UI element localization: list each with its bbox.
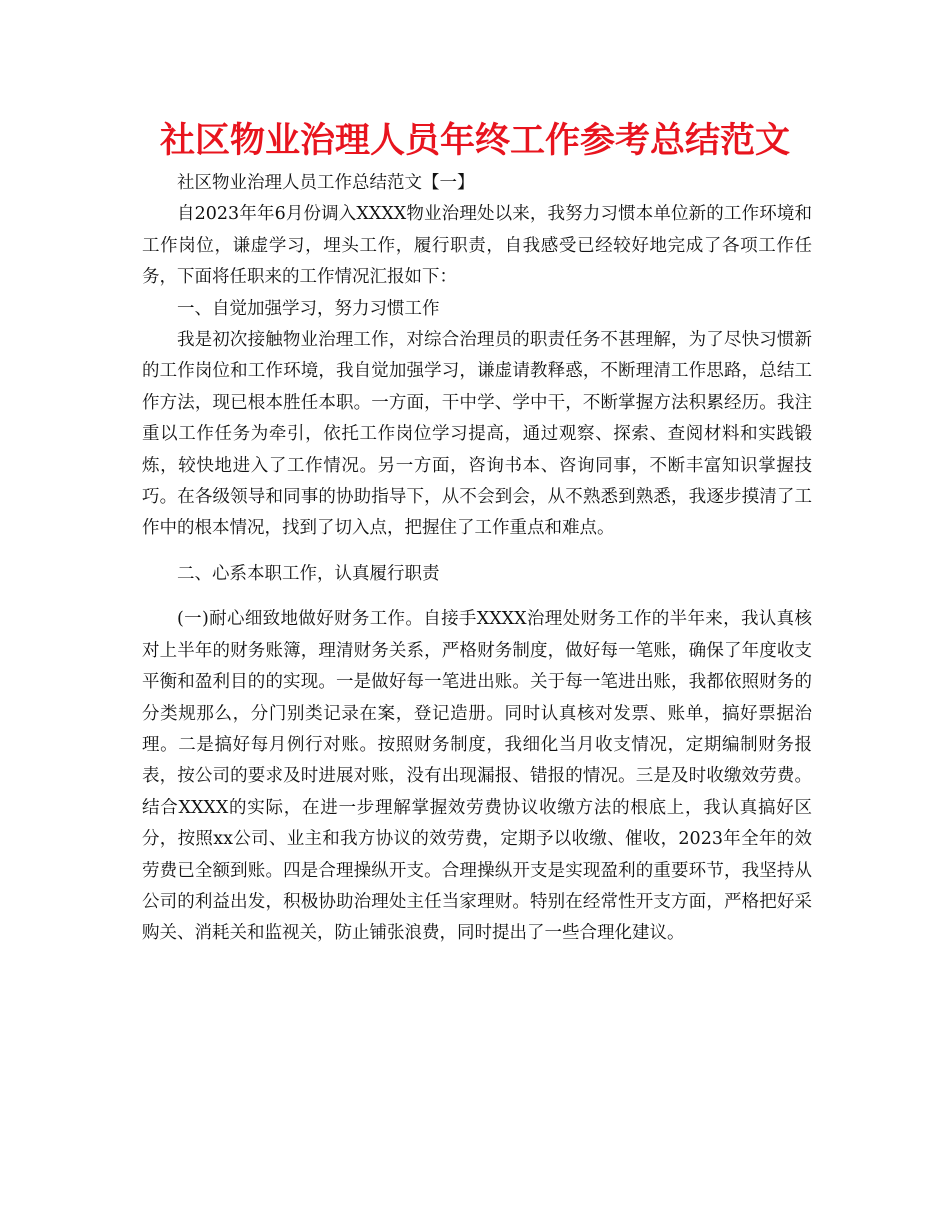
- paragraph-finance: (一)耐心细致地做好财务工作。自接手XXXX治理处财务工作的半年来，我认真核对上半年的财务账簿，理清财务关系，严格财务制度，做好每一笔账，确保了年度收支平衡和盈利目的的实现。一是做好每一笔进出账。关于每一笔进出账，我都依照财务的分类规那么，分门别类记录在案，登记造册。同时认真核对发票、账单，搞好票据治理。二是搞好每月例行对账。按照财务制度，我细化当月收支情况，定期编制财务报表，按公司的要求及时进展对账，没有出现漏报、错报的情况。三是及时收缴效劳费。结合XXXX的实际，在进一步理解掌握效劳费协议收缴方法的根底上，我认真搞好区分，按照xx公司、业主和我方协议的效劳费，定期予以收缴、催收，2023年全年的效劳费已全额到账。四是合理操纵开支。合理操纵开支是实现盈利的重要环节，我坚持从公司的利益出发，积极协助治理处主任当家理财。特别在经常性开支方面，严格把好采购关、消耗关和监视关，防止铺张浪费，同时提出了一些合理化建议。: [142, 609, 812, 944]
- section-heading-2: 二、心系本职工作，认真履行职责: [177, 563, 440, 584]
- section-heading-1: 一、自觉加强学习，努力习惯工作: [177, 298, 440, 319]
- document-body: [142, 168, 812, 950]
- subtitle: 社区物业治理人员工作总结范文【一】: [177, 173, 475, 193]
- paragraph-section-1: 我是初次接触物业治理工作，对综合治理员的职责任务不甚理解，为了尽快习惯新的工作岗位和工作环境，我自觉加强学习，谦虚请教释惑，不断理清工作思路，总结工作方法，现已根本胜任本职。一方面，干中学、学中干，不断掌握方法积累经历。我注重以工作任务为牵引，依托工作岗位学习提高，通过观察、探索、查阅材料和实践锻炼，较快地进入了工作情况。另一方面，咨询书本、咨询同事，不断丰富知识掌握技巧。在各级领导和同事的协助指导下，从不会到会，从不熟悉到熟悉，我逐步摸清了工作中的根本情况，找到了切入点，把握住了工作重点和难点。: [142, 330, 812, 539]
- paragraph-intro: 自2023年年6月份调入XXXX物业治理处以来，我努力习惯本单位新的工作环境和工作岗位，谦虚学习，埋头工作，履行职责，自我感受已经较好地完成了各项工作任务，下面将任职来的工作情况汇报如下：: [142, 204, 812, 288]
- document-title: 社区物业治理人员年终工作参考总结范文: [159, 121, 790, 161]
